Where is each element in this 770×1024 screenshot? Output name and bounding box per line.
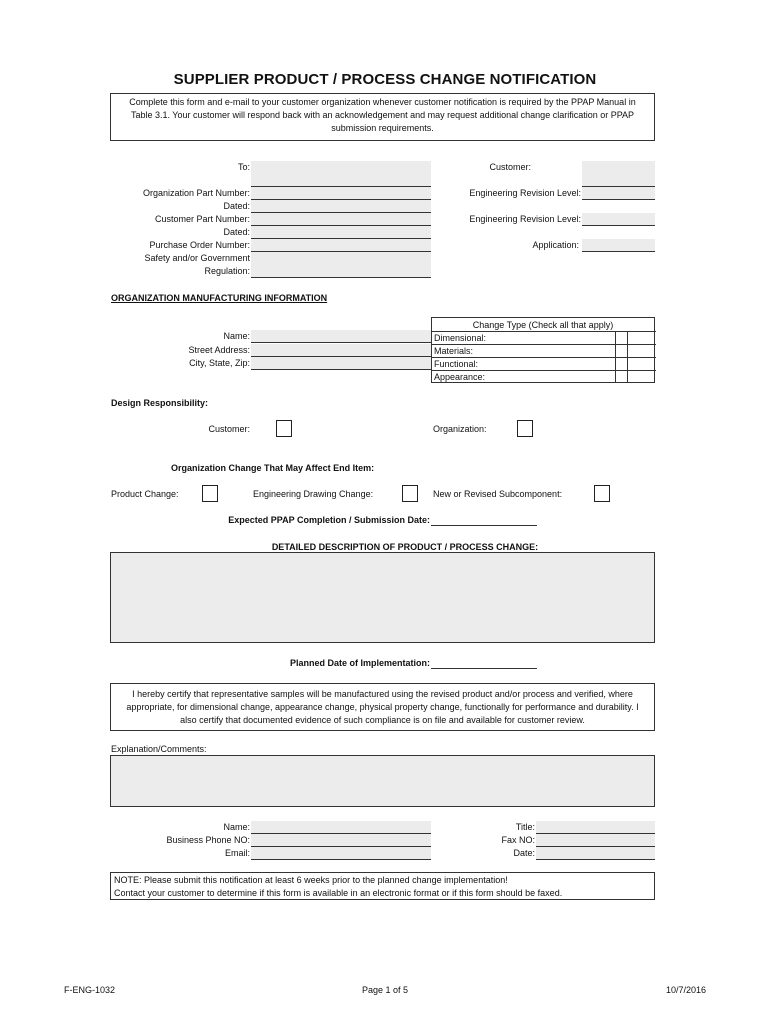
to-field[interactable]: [251, 161, 431, 187]
org-part-number-field[interactable]: [251, 187, 431, 200]
city-state-zip-label: City, State, Zip:: [189, 358, 250, 368]
footer-form-id: F-ENG-1032: [64, 985, 116, 995]
appearance-checkbox[interactable]: [615, 371, 628, 383]
customer-part-number-label: Customer Part Number:: [154, 214, 250, 224]
customer-label: Customer:: [489, 162, 531, 172]
regulation-label: Regulation:: [204, 266, 250, 276]
purchase-order-number-label: Purchase Order Number:: [149, 240, 250, 250]
product-change-checkbox[interactable]: [202, 485, 218, 502]
dated-field-2[interactable]: [251, 226, 431, 239]
street-address-field[interactable]: [251, 344, 431, 357]
intro-instructions: Complete this form and e-mail to your customer organization whenever customer notification is required by the PPAP Manual in Table 3.1. Your customer will respond back with an acknowledgement and may request additional change clarification or PPAP submission requirements.: [110, 93, 655, 141]
title-label: Title:: [515, 822, 535, 832]
note-line-1: NOTE: Please submit this notification at least 6 weeks prior to the planned change implementation!: [114, 875, 508, 885]
purchase-order-number-field[interactable]: [251, 239, 431, 252]
footer-page-number: Page 1 of 5: [361, 985, 409, 995]
email-label: Email:: [224, 848, 250, 858]
fax-field[interactable]: [536, 834, 655, 847]
change-type-label: Dimensional:: [434, 333, 487, 343]
materials-checkbox[interactable]: [615, 345, 628, 357]
to-label: To:: [237, 162, 250, 172]
expected-ppap-field[interactable]: [431, 513, 537, 526]
eng-drawing-change-checkbox[interactable]: [402, 485, 418, 502]
change-type-label: Appearance:: [434, 372, 486, 382]
change-type-label: Materials:: [434, 346, 474, 356]
change-type-heading: Change Type (Check all that apply): [472, 320, 614, 330]
note-line-2: Contact your customer to determine if this form is available in an electronic format or if this form should be faxed.: [114, 888, 563, 898]
signature-name-field[interactable]: [251, 821, 431, 834]
dated-field-1[interactable]: [251, 200, 431, 213]
dated-label-1: Dated:: [223, 201, 250, 211]
title-field[interactable]: [536, 821, 655, 834]
design-customer-label: Customer:: [208, 424, 250, 434]
eng-rev-level-field-2[interactable]: [582, 213, 655, 226]
note-box: [110, 872, 655, 900]
explanation-textarea[interactable]: [110, 755, 655, 807]
design-organization-label: Organization:: [433, 424, 487, 434]
date-field[interactable]: [536, 847, 655, 860]
business-phone-label: Business Phone NO:: [166, 835, 250, 845]
safety-gov-label: Safety and/or Government: [144, 253, 250, 263]
street-address-label: Street Address:: [188, 345, 250, 355]
change-type-row-dimensional: [432, 331, 656, 344]
change-type-row-appearance: [432, 370, 656, 382]
planned-date-field[interactable]: [431, 656, 537, 669]
org-mfg-heading: ORGANIZATION MANUFACTURING INFORMATION: [111, 293, 328, 303]
product-change-label: Product Change:: [111, 489, 179, 499]
email-field[interactable]: [251, 847, 431, 860]
org-part-number-label: Organization Part Number:: [142, 188, 250, 198]
planned-date-label: Planned Date of Implementation:: [289, 658, 430, 668]
org-name-label: Name:: [223, 331, 250, 341]
org-change-heading: Organization Change That May Affect End Item:: [171, 463, 375, 473]
functional-checkbox[interactable]: [615, 358, 628, 370]
eng-rev-level-label-2: Engineering Revision Level:: [469, 214, 581, 224]
new-subcomponent-checkbox[interactable]: [594, 485, 610, 502]
date-label: Date:: [513, 848, 535, 858]
detailed-description-heading: DETAILED DESCRIPTION OF PRODUCT / PROCESS CHANGE:: [271, 542, 539, 552]
safety-regulation-field[interactable]: [251, 252, 431, 278]
application-label: Application:: [532, 240, 579, 250]
change-type-row-functional: [432, 357, 656, 370]
eng-drawing-change-label: Engineering Drawing Change:: [253, 489, 374, 499]
change-type-table: [431, 317, 655, 383]
explanation-label: Explanation/Comments:: [111, 744, 207, 754]
detailed-description-textarea[interactable]: [110, 552, 655, 643]
eng-rev-level-label-1: Engineering Revision Level:: [469, 188, 581, 198]
design-customer-checkbox[interactable]: [276, 420, 292, 437]
dimensional-checkbox[interactable]: [615, 332, 628, 344]
business-phone-field[interactable]: [251, 834, 431, 847]
fax-label: Fax NO:: [501, 835, 535, 845]
footer-date: 10/7/2016: [665, 985, 706, 995]
design-organization-checkbox[interactable]: [517, 420, 533, 437]
change-type-label: Functional:: [434, 359, 479, 369]
city-state-zip-field[interactable]: [251, 357, 431, 370]
application-field[interactable]: [582, 239, 655, 252]
expected-ppap-label: Expected PPAP Completion / Submission Date:: [228, 515, 430, 525]
certification-statement: I hereby certify that representative samples will be manufactured using the revised product and/or process and verified, where appropriate, for dimensional change, appearance change, physical property change, functionally for performance and durability. I also certify that documented evidence of such compliance is on file and available for customer review.: [110, 683, 655, 731]
signature-name-label: Name:: [223, 822, 250, 832]
customer-part-number-field[interactable]: [251, 213, 431, 226]
dated-label-2: Dated:: [223, 227, 250, 237]
new-subcomponent-label: New or Revised Subcomponent:: [433, 489, 563, 499]
customer-field[interactable]: [582, 161, 655, 187]
form-title: SUPPLIER PRODUCT / PROCESS CHANGE NOTIFICATION: [173, 71, 597, 88]
design-responsibility-heading: Design Responsibility:: [111, 398, 209, 408]
eng-rev-level-field-1[interactable]: [582, 187, 655, 200]
change-type-row-materials: [432, 344, 656, 357]
org-name-field[interactable]: [251, 330, 431, 343]
